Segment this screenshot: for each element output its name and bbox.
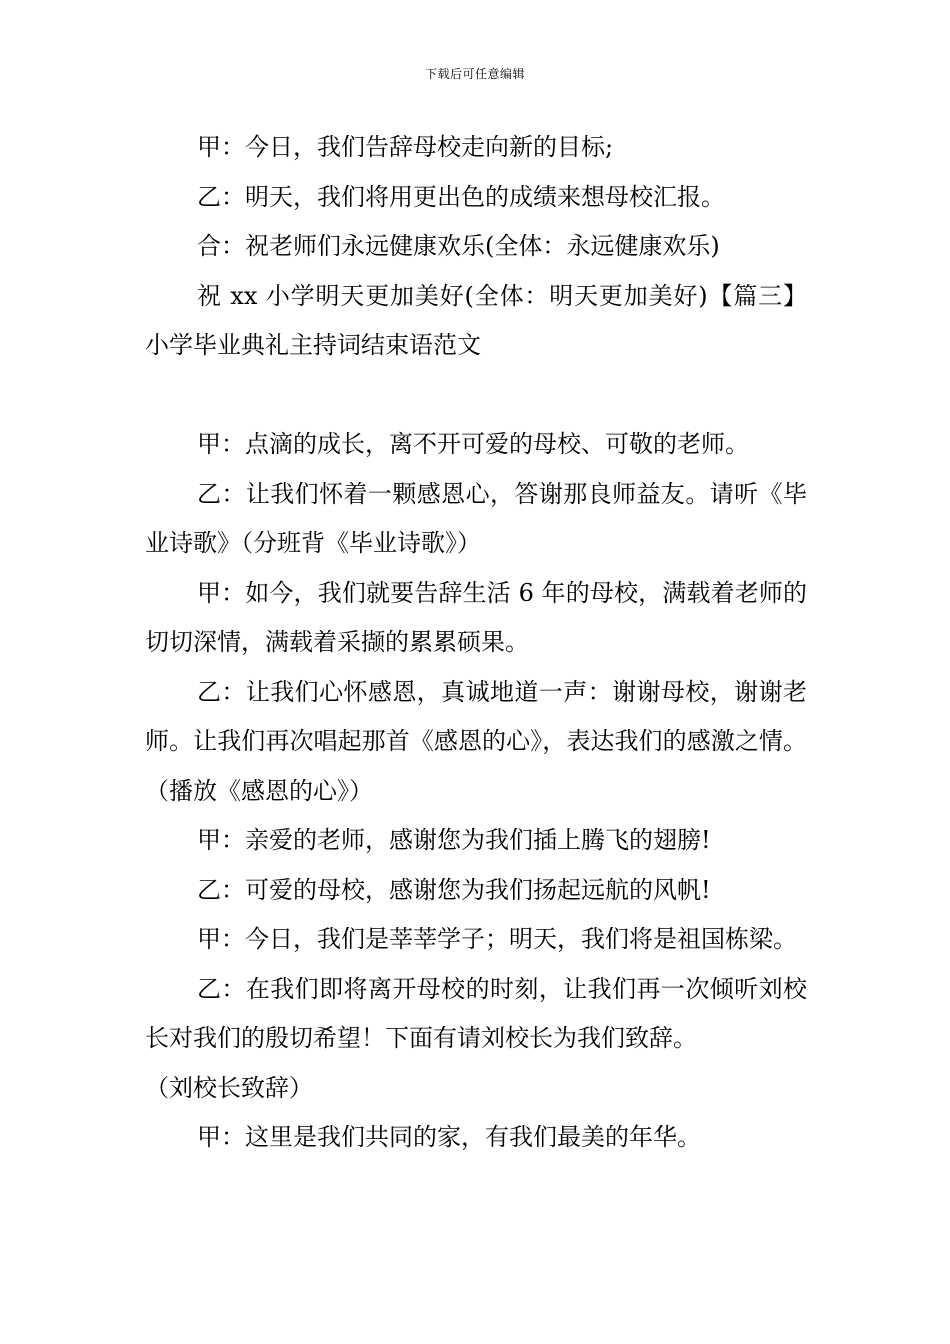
paragraph: 甲：今日，我们告辞母校走向新的目标;	[197, 133, 614, 161]
blank-line	[145, 371, 807, 421]
paragraph: 乙：可爱的母校，感谢您为我们扬起远航的风帆!	[197, 875, 711, 904]
paragraph: 甲：点滴的成长，离不开可爱的母校、可敬的老师。	[197, 430, 749, 458]
paragraph: 甲：亲爱的老师，感谢您为我们插上腾飞的翅膀!	[197, 826, 711, 854]
paragraph: 甲：今日，我们是莘莘学子；明天，我们将是祖国栋梁。	[197, 925, 797, 953]
stage-direction: （刘校长致辞）	[145, 1073, 313, 1102]
document-body	[145, 123, 807, 1163]
paragraph: 乙：让我们心怀感恩，真诚地道一声：谢谢母校，谢谢老师。让我们再次唱起那首《感恩的心》，表达我们的感激之情。（播放《感恩的心》）	[145, 677, 807, 805]
paragraph: 合：祝老师们永远健康欢乐(全体：永远健康欢乐)	[197, 232, 720, 260]
paragraph: 甲：这里是我们共同的家，有我们最美的年华。	[197, 1123, 701, 1151]
paragraph: 甲：如今，我们就要告辞生活 6 年的母校，满载着老师的切切深情，满载着采撷的累累硕果。	[145, 578, 807, 656]
paragraph: 乙：明天，我们将用更出色的成绩来想母校汇报。	[197, 182, 725, 211]
paragraph: 乙：让我们怀着一颗感恩心，答谢那良师益友。请听《毕业诗歌》（分班背《毕业诗歌》）	[145, 479, 807, 557]
paragraph: 乙：在我们即将离开母校的时刻，让我们再一次倾听刘校长对我们的殷切希望！下面有请刘校长为我们致辞。	[145, 974, 807, 1052]
paragraph-section-title: 祝 xx 小学明天更加美好(全体：明天更加美好)【篇三】小学毕业典礼主持词结束语范文	[145, 281, 807, 359]
page-header: 下载后可任意编辑	[424, 67, 525, 81]
